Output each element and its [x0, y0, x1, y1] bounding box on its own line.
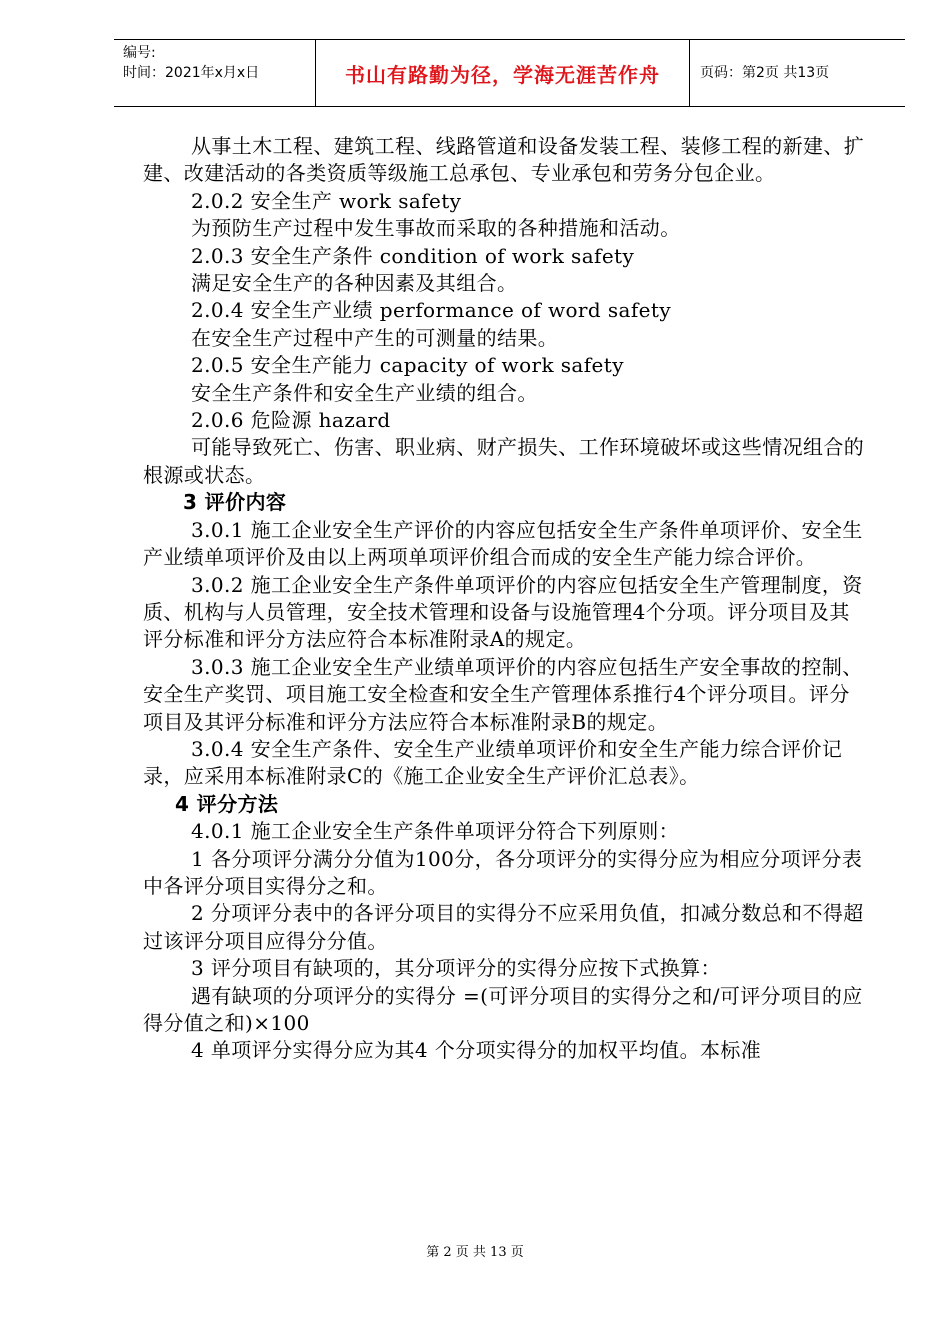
document-body	[143, 133, 868, 1065]
clause-paragraph: 4.0.1 施工企业安全生产条件单项评分符合下列原则：	[191, 819, 680, 844]
term-heading: 2.0.2 安全生产 work safety	[191, 188, 462, 213]
term-heading: 2.0.4 安全生产业绩 performance of word safety	[191, 298, 672, 323]
term-definition: 满足安全生产的各种因素及其组合。	[191, 271, 518, 296]
rule-item: 1 各分项评分满分分值为100分，各分项评分的实得分应为相应分项评分表中各评分项目实得分之和。	[143, 846, 863, 898]
term-definition: 为预防生产过程中发生事故而采取的各种措施和活动。	[191, 216, 681, 241]
term-definition: 安全生产条件和安全生产业绩的组合。	[191, 380, 538, 405]
term-definition: 在安全生产过程中产生的可测量的结果。	[191, 325, 559, 350]
clause-paragraph: 3.0.1 施工企业安全生产评价的内容应包括安全生产条件单项评价、安全生产业绩单项评价及由以上两项单项评价组合而成的安全生产能力综合评价。	[143, 517, 863, 570]
page-header	[114, 39, 905, 107]
term-definition: 可能导致死亡、伤害、职业病、财产损失、工作环境破坏或这些情况组合的根源或状态。	[143, 435, 865, 487]
term-heading: 2.0.6 危险源 hazard	[191, 408, 391, 433]
page-footer: 第 2 页 共 13 页	[426, 1245, 524, 1260]
clause-paragraph: 3.0.3 施工企业安全生产业绩单项评价的内容应包括生产安全事故的控制、安全生产奖罚、项目施工安全检查和安全生产管理体系推行4个评分项目。评分项目及其评分标准和评分方法应符合本标准附录B的规定。	[143, 654, 863, 734]
rule-item: 4 单项评分实得分应为其4 个分项实得分的加权平均值。本标准	[191, 1038, 762, 1063]
document-time-label: 时间：2021年x月x日	[123, 65, 260, 81]
clause-paragraph: 3.0.2 施工企业安全生产条件单项评价的内容应包括安全生产管理制度，资质、机构与人员管理，安全技术管理和设备与设施管理4个分项。评分项目及其评分标准和评分方法应符合本标准附录A的规定。	[143, 572, 863, 652]
term-heading: 2.0.5 安全生产能力 capacity of work safety	[191, 353, 624, 378]
document-number-label: 编号:	[123, 45, 156, 61]
term-heading: 2.0.3 安全生产条件 condition of work safety	[191, 243, 635, 268]
header-motto: 书山有路勤为径，学海无涯苦作舟	[345, 62, 660, 87]
header-page-info: 页码：第2页 共13页	[700, 65, 830, 81]
header-meta	[114, 40, 316, 106]
body-paragraph: 从事土木工程、建筑工程、线路管道和设备发装工程、装修工程的新建、扩建、改建活动的各类资质等级施工总承包、专业承包和劳务分包企业。	[143, 134, 865, 186]
formula-paragraph: 遇有缺项的分项评分的实得分 =(可评分项目的实得分之和/可评分项目的应得分值之和)×100	[143, 983, 863, 1035]
section-heading-4: 4 评分方法	[175, 791, 279, 816]
rule-item: 2 分项评分表中的各评分项目的实得分不应采用负值，扣减分数总和不得超过该评分项目应得分分值。	[143, 901, 864, 953]
header-motto-cell	[316, 40, 690, 106]
clause-paragraph: 3.0.4 安全生产条件、安全生产业绩单项评价和安全生产能力综合评价记录，应采用本标准附录C的《施工企业安全生产评价汇总表》。	[143, 736, 843, 789]
rule-item: 3 评分项目有缺项的，其分项评分的实得分应按下式换算：	[191, 956, 721, 981]
header-page-cell	[690, 40, 905, 106]
section-heading-3: 3 评价内容	[183, 490, 287, 515]
